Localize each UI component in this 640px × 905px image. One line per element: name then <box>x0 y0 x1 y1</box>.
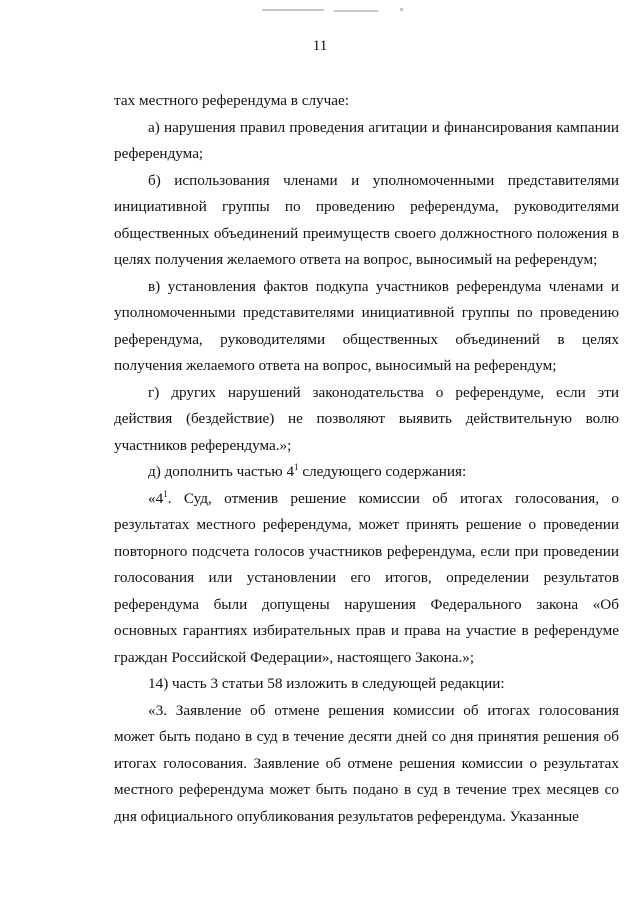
paragraph-item-v: в) установления фактов подкупа участников референдума членами и уполномоченными представителями инициативной группы по проведению референдума, руководителями общественных объединений в целях получения желаемого ответа на вопрос, выносимый на референдум; <box>114 277 619 374</box>
document-body <box>114 88 619 830</box>
paragraph-item-g: г) других нарушений законодательства о референдуме, если эти действия (бездействие) не позволяют выявить действительную волю участников референдума.»; <box>114 383 619 454</box>
scan-artifact <box>334 10 378 12</box>
paragraph-item-d <box>114 459 619 486</box>
superscript: 1 <box>163 488 168 499</box>
paragraph-item-14: 14) часть 3 статьи 58 изложить в следующей редакции: <box>148 675 505 692</box>
paragraph-item-a: а) нарушения правил проведения агитации и финансирования кампании референдума; <box>114 118 619 162</box>
scan-artifact <box>262 9 324 11</box>
paragraph-part-3: «3. Заявление об отмене решения комиссии об итогах голосования может быть подано в суд в течение десяти дней со дня принятия решения об итогах голосования. Заявление об отмене решения комиссии о результатах местного референдума может быть подано в суд в течение трех месяцев со дня официального опубликования результатов референдума. Указанные <box>114 701 619 825</box>
paragraph-text: «4 <box>148 489 164 507</box>
paragraph-text: . Суд, отменив решение комиссии об итогах голосования, о результатах местного референдума, может принять решение о проведении повторного подсчета голосов участников референдума, если при проведении голосования или установлении его итогов, определении результатов референдума были допущены нарушения Федерального закона «Об основных гарантиях избирательных прав и права на участие в референдуме граждан Российской Федерации», настоящего Закона.»; <box>114 489 619 666</box>
paragraph-text: д) дополнить частью 4 <box>148 463 295 480</box>
paragraph-text: следующего содержания: <box>298 463 467 480</box>
paragraph-item-b: б) использования членами и уполномоченными представителями инициативной группы по проведению референдума, руководителями общественных объединений преимуществ своего должностного положения в целях получения желаемого ответа на вопрос, выносимый на референдум; <box>114 171 619 268</box>
page-number: 11 <box>312 38 328 54</box>
superscript: 1 <box>294 462 299 472</box>
paragraph-continuation: тах местного референдума в случае: <box>114 92 349 109</box>
scan-artifact <box>400 8 403 11</box>
paragraph-part-4-1 <box>114 486 619 672</box>
